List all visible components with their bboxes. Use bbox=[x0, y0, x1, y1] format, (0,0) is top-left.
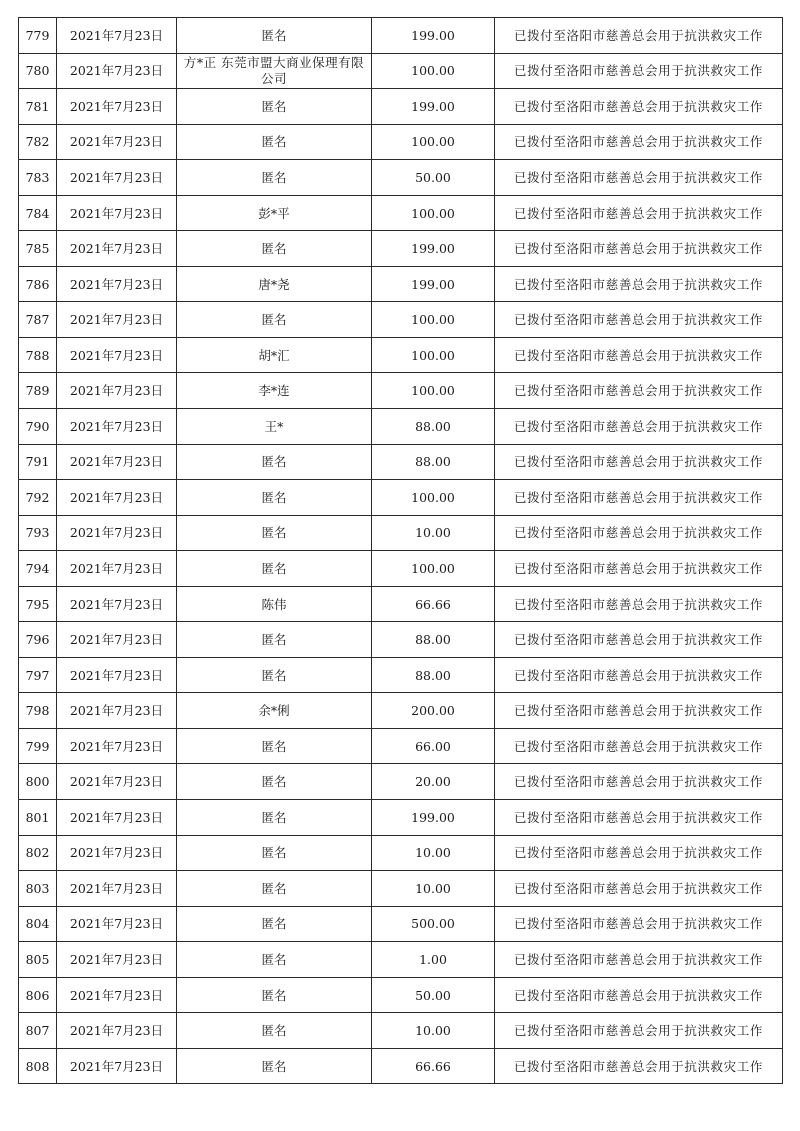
donor-name: 唐*尧 bbox=[177, 266, 372, 302]
table-row bbox=[19, 657, 783, 693]
row-number: 793 bbox=[19, 515, 57, 551]
donation-date: 2021年7月23日 bbox=[57, 657, 177, 693]
table-row bbox=[19, 871, 783, 907]
donation-amount: 10.00 bbox=[372, 1013, 495, 1049]
donation-amount: 100.00 bbox=[372, 302, 495, 338]
donor-name: 匿名 bbox=[177, 302, 372, 338]
donation-date: 2021年7月23日 bbox=[57, 409, 177, 445]
donor-name: 王* bbox=[177, 409, 372, 445]
row-number: 781 bbox=[19, 89, 57, 125]
disbursement-note: 已拨付至洛阳市慈善总会用于抗洪救灾工作 bbox=[495, 1013, 783, 1049]
table-row bbox=[19, 195, 783, 231]
donor-name: 匿名 bbox=[177, 906, 372, 942]
donation-amount: 66.00 bbox=[372, 728, 495, 764]
disbursement-note: 已拨付至洛阳市慈善总会用于抗洪救灾工作 bbox=[495, 728, 783, 764]
table-row bbox=[19, 302, 783, 338]
row-number: 801 bbox=[19, 800, 57, 836]
row-number: 785 bbox=[19, 231, 57, 267]
row-number: 804 bbox=[19, 906, 57, 942]
donation-amount: 100.00 bbox=[372, 124, 495, 160]
disbursement-note: 已拨付至洛阳市慈善总会用于抗洪救灾工作 bbox=[495, 906, 783, 942]
row-number: 798 bbox=[19, 693, 57, 729]
table-row bbox=[19, 409, 783, 445]
donor-name: 匿名 bbox=[177, 800, 372, 836]
table-row bbox=[19, 18, 783, 54]
donor-name: 匿名 bbox=[177, 1013, 372, 1049]
table-row bbox=[19, 160, 783, 196]
donation-date: 2021年7月23日 bbox=[57, 551, 177, 587]
donation-date: 2021年7月23日 bbox=[57, 871, 177, 907]
disbursement-note: 已拨付至洛阳市慈善总会用于抗洪救灾工作 bbox=[495, 231, 783, 267]
donor-name: 李*连 bbox=[177, 373, 372, 409]
disbursement-note: 已拨付至洛阳市慈善总会用于抗洪救灾工作 bbox=[495, 622, 783, 658]
disbursement-note: 已拨付至洛阳市慈善总会用于抗洪救灾工作 bbox=[495, 657, 783, 693]
donation-amount: 199.00 bbox=[372, 800, 495, 836]
table-row bbox=[19, 764, 783, 800]
row-number: 789 bbox=[19, 373, 57, 409]
donation-amount: 88.00 bbox=[372, 622, 495, 658]
donation-amount: 1.00 bbox=[372, 942, 495, 978]
table-row bbox=[19, 942, 783, 978]
donor-name: 陈伟 bbox=[177, 586, 372, 622]
donor-name: 匿名 bbox=[177, 515, 372, 551]
table-row bbox=[19, 515, 783, 551]
ledger-body bbox=[19, 18, 783, 1084]
donation-amount: 199.00 bbox=[372, 266, 495, 302]
donation-date: 2021年7月23日 bbox=[57, 586, 177, 622]
row-number: 803 bbox=[19, 871, 57, 907]
row-number: 795 bbox=[19, 586, 57, 622]
row-number: 799 bbox=[19, 728, 57, 764]
donation-amount: 100.00 bbox=[372, 480, 495, 516]
row-number: 808 bbox=[19, 1048, 57, 1084]
table-row bbox=[19, 800, 783, 836]
disbursement-note: 已拨付至洛阳市慈善总会用于抗洪救灾工作 bbox=[495, 124, 783, 160]
table-row bbox=[19, 906, 783, 942]
donation-date: 2021年7月23日 bbox=[57, 764, 177, 800]
donation-date: 2021年7月23日 bbox=[57, 373, 177, 409]
row-number: 779 bbox=[19, 18, 57, 54]
donation-amount: 88.00 bbox=[372, 657, 495, 693]
disbursement-note: 已拨付至洛阳市慈善总会用于抗洪救灾工作 bbox=[495, 373, 783, 409]
disbursement-note: 已拨付至洛阳市慈善总会用于抗洪救灾工作 bbox=[495, 266, 783, 302]
donation-date: 2021年7月23日 bbox=[57, 515, 177, 551]
disbursement-note: 已拨付至洛阳市慈善总会用于抗洪救灾工作 bbox=[495, 302, 783, 338]
donor-name: 余*俐 bbox=[177, 693, 372, 729]
row-number: 788 bbox=[19, 337, 57, 373]
donor-name: 匿名 bbox=[177, 480, 372, 516]
donor-name: 匿名 bbox=[177, 728, 372, 764]
table-row bbox=[19, 373, 783, 409]
donation-amount: 500.00 bbox=[372, 906, 495, 942]
donation-amount: 66.66 bbox=[372, 1048, 495, 1084]
row-number: 783 bbox=[19, 160, 57, 196]
donor-name: 匿名 bbox=[177, 942, 372, 978]
row-number: 787 bbox=[19, 302, 57, 338]
donation-amount: 199.00 bbox=[372, 18, 495, 54]
donor-name: 匿名 bbox=[177, 551, 372, 587]
table-row bbox=[19, 480, 783, 516]
donor-name: 匿名 bbox=[177, 1048, 372, 1084]
disbursement-note: 已拨付至洛阳市慈善总会用于抗洪救灾工作 bbox=[495, 337, 783, 373]
donation-date: 2021年7月23日 bbox=[57, 728, 177, 764]
donation-amount: 100.00 bbox=[372, 551, 495, 587]
donation-amount: 10.00 bbox=[372, 871, 495, 907]
disbursement-note: 已拨付至洛阳市慈善总会用于抗洪救灾工作 bbox=[495, 18, 783, 54]
donation-date: 2021年7月23日 bbox=[57, 18, 177, 54]
donor-name: 彭*平 bbox=[177, 195, 372, 231]
donation-amount: 100.00 bbox=[372, 373, 495, 409]
donor-name: 匿名 bbox=[177, 622, 372, 658]
table-row bbox=[19, 728, 783, 764]
disbursement-note: 已拨付至洛阳市慈善总会用于抗洪救灾工作 bbox=[495, 1048, 783, 1084]
disbursement-note: 已拨付至洛阳市慈善总会用于抗洪救灾工作 bbox=[495, 764, 783, 800]
disbursement-note: 已拨付至洛阳市慈善总会用于抗洪救灾工作 bbox=[495, 53, 783, 89]
donor-name: 匿名 bbox=[177, 835, 372, 871]
table-row bbox=[19, 622, 783, 658]
donation-date: 2021年7月23日 bbox=[57, 266, 177, 302]
donor-name: 匿名 bbox=[177, 124, 372, 160]
donation-date: 2021年7月23日 bbox=[57, 906, 177, 942]
donation-amount: 100.00 bbox=[372, 337, 495, 373]
table-row bbox=[19, 444, 783, 480]
donation-date: 2021年7月23日 bbox=[57, 89, 177, 125]
donation-amount: 50.00 bbox=[372, 160, 495, 196]
donation-date: 2021年7月23日 bbox=[57, 800, 177, 836]
donation-date: 2021年7月23日 bbox=[57, 835, 177, 871]
table-row bbox=[19, 231, 783, 267]
donation-date: 2021年7月23日 bbox=[57, 942, 177, 978]
row-number: 791 bbox=[19, 444, 57, 480]
row-number: 802 bbox=[19, 835, 57, 871]
table-row bbox=[19, 551, 783, 587]
disbursement-note: 已拨付至洛阳市慈善总会用于抗洪救灾工作 bbox=[495, 942, 783, 978]
donation-date: 2021年7月23日 bbox=[57, 337, 177, 373]
row-number: 806 bbox=[19, 977, 57, 1013]
donation-amount: 88.00 bbox=[372, 409, 495, 445]
donation-date: 2021年7月23日 bbox=[57, 195, 177, 231]
table-row bbox=[19, 1013, 783, 1049]
disbursement-note: 已拨付至洛阳市慈善总会用于抗洪救灾工作 bbox=[495, 800, 783, 836]
table-row bbox=[19, 693, 783, 729]
donor-name: 匿名 bbox=[177, 18, 372, 54]
row-number: 805 bbox=[19, 942, 57, 978]
row-number: 797 bbox=[19, 657, 57, 693]
donation-date: 2021年7月23日 bbox=[57, 480, 177, 516]
donation-date: 2021年7月23日 bbox=[57, 1048, 177, 1084]
disbursement-note: 已拨付至洛阳市慈善总会用于抗洪救灾工作 bbox=[495, 515, 783, 551]
row-number: 794 bbox=[19, 551, 57, 587]
donation-date: 2021年7月23日 bbox=[57, 302, 177, 338]
donor-name: 匿名 bbox=[177, 231, 372, 267]
table-row bbox=[19, 53, 783, 89]
donor-name: 匿名 bbox=[177, 977, 372, 1013]
donation-date: 2021年7月23日 bbox=[57, 977, 177, 1013]
disbursement-note: 已拨付至洛阳市慈善总会用于抗洪救灾工作 bbox=[495, 835, 783, 871]
disbursement-note: 已拨付至洛阳市慈善总会用于抗洪救灾工作 bbox=[495, 409, 783, 445]
donation-date: 2021年7月23日 bbox=[57, 622, 177, 658]
donation-date: 2021年7月23日 bbox=[57, 231, 177, 267]
row-number: 800 bbox=[19, 764, 57, 800]
donation-ledger-table bbox=[18, 17, 783, 1084]
donation-amount: 199.00 bbox=[372, 89, 495, 125]
table-row bbox=[19, 124, 783, 160]
disbursement-note: 已拨付至洛阳市慈善总会用于抗洪救灾工作 bbox=[495, 195, 783, 231]
row-number: 792 bbox=[19, 480, 57, 516]
donor-name: 匿名 bbox=[177, 764, 372, 800]
disbursement-note: 已拨付至洛阳市慈善总会用于抗洪救灾工作 bbox=[495, 977, 783, 1013]
disbursement-note: 已拨付至洛阳市慈善总会用于抗洪救灾工作 bbox=[495, 480, 783, 516]
row-number: 782 bbox=[19, 124, 57, 160]
donor-name: 匿名 bbox=[177, 657, 372, 693]
donation-amount: 100.00 bbox=[372, 53, 495, 89]
donation-amount: 100.00 bbox=[372, 195, 495, 231]
donation-date: 2021年7月23日 bbox=[57, 1013, 177, 1049]
disbursement-note: 已拨付至洛阳市慈善总会用于抗洪救灾工作 bbox=[495, 89, 783, 125]
donation-amount: 200.00 bbox=[372, 693, 495, 729]
donation-amount: 88.00 bbox=[372, 444, 495, 480]
donation-amount: 10.00 bbox=[372, 835, 495, 871]
disbursement-note: 已拨付至洛阳市慈善总会用于抗洪救灾工作 bbox=[495, 160, 783, 196]
donor-name: 匿名 bbox=[177, 89, 372, 125]
donation-date: 2021年7月23日 bbox=[57, 693, 177, 729]
disbursement-note: 已拨付至洛阳市慈善总会用于抗洪救灾工作 bbox=[495, 871, 783, 907]
donation-date: 2021年7月23日 bbox=[57, 124, 177, 160]
donation-date: 2021年7月23日 bbox=[57, 53, 177, 89]
table-row bbox=[19, 835, 783, 871]
table-row bbox=[19, 266, 783, 302]
donation-amount: 20.00 bbox=[372, 764, 495, 800]
row-number: 796 bbox=[19, 622, 57, 658]
table-row bbox=[19, 337, 783, 373]
disbursement-note: 已拨付至洛阳市慈善总会用于抗洪救灾工作 bbox=[495, 551, 783, 587]
row-number: 790 bbox=[19, 409, 57, 445]
row-number: 780 bbox=[19, 53, 57, 89]
donor-name: 匿名 bbox=[177, 871, 372, 907]
donor-name: 匿名 bbox=[177, 444, 372, 480]
table-row bbox=[19, 89, 783, 125]
disbursement-note: 已拨付至洛阳市慈善总会用于抗洪救灾工作 bbox=[495, 586, 783, 622]
row-number: 807 bbox=[19, 1013, 57, 1049]
donor-name: 胡*汇 bbox=[177, 337, 372, 373]
table-row bbox=[19, 1048, 783, 1084]
donation-amount: 66.66 bbox=[372, 586, 495, 622]
disbursement-note: 已拨付至洛阳市慈善总会用于抗洪救灾工作 bbox=[495, 693, 783, 729]
disbursement-note: 已拨付至洛阳市慈善总会用于抗洪救灾工作 bbox=[495, 444, 783, 480]
donation-date: 2021年7月23日 bbox=[57, 160, 177, 196]
table-row bbox=[19, 586, 783, 622]
table-row bbox=[19, 977, 783, 1013]
row-number: 784 bbox=[19, 195, 57, 231]
row-number: 786 bbox=[19, 266, 57, 302]
donation-date: 2021年7月23日 bbox=[57, 444, 177, 480]
donation-amount: 10.00 bbox=[372, 515, 495, 551]
donation-amount: 199.00 bbox=[372, 231, 495, 267]
donation-amount: 50.00 bbox=[372, 977, 495, 1013]
donor-name: 匿名 bbox=[177, 160, 372, 196]
donor-name: 方*正 东莞市盟大商业保理有限公司 bbox=[177, 53, 372, 89]
